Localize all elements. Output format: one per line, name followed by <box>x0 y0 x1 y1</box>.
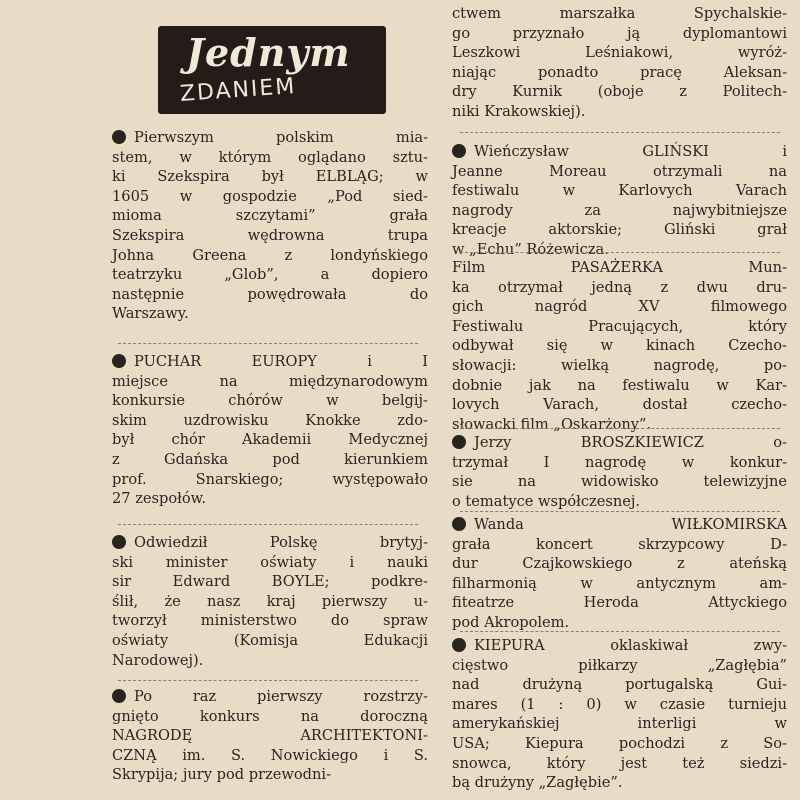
column-masthead <box>158 26 386 114</box>
divider <box>460 631 780 632</box>
divider <box>460 511 780 512</box>
item-text-line: ki Szekspira był ELBLĄG; w <box>112 168 428 186</box>
item-text-line: KIEPURA oklaskiwał zwy- <box>474 637 787 654</box>
bullet-icon <box>452 517 466 531</box>
divider <box>118 343 418 344</box>
item-text-line: pod Akropolem. <box>452 613 570 631</box>
bullet-icon <box>112 130 126 144</box>
item-text-line: niki Krakowskiej). <box>452 102 586 120</box>
item-text-line: sir Edward BOYLE; podkre- <box>112 573 428 591</box>
item-text-line: z Gdańska pod kierunkiem <box>112 450 428 468</box>
item-text-line: dry Kurnik (oboje z Politech- <box>452 83 787 101</box>
item-text-line: cięstwo piłkarzy „Zagłębia” <box>452 656 787 674</box>
news-item-puchar-europy <box>112 352 428 509</box>
item-text-line: prof. Snarskiego; występowało <box>112 470 428 488</box>
item-text-line: skim uzdrowisku Knokke zdo- <box>112 411 428 429</box>
masthead-subtitle: ZDANIEM <box>179 73 298 107</box>
masthead-title: Jednym <box>186 30 351 75</box>
item-text-line: fiteatrze Heroda Attyckiego <box>452 594 787 612</box>
news-item-broszkiewicz <box>452 433 787 511</box>
item-text-line: lovych Varach, dostał czecho- <box>452 396 787 414</box>
item-text-line: o tematyce współczesnej. <box>452 492 641 510</box>
news-item-boyle <box>112 533 428 670</box>
item-text-line: Johna Greena z londyńskiego <box>112 246 428 264</box>
divider <box>460 428 780 429</box>
item-text-line: Szekspira wędrowna trupa <box>112 226 428 244</box>
divider <box>460 252 780 253</box>
item-text-line: amerykańskiej interligi w <box>452 715 787 733</box>
item-text-line: Festiwalu Pracujących, który <box>452 317 787 335</box>
item-text-line: festiwalu w Karlovych Varach <box>452 182 787 200</box>
item-text-line: bą drużyny „Zagłębie”. <box>452 774 623 792</box>
item-text-line: Wanda WIŁKOMIRSKA <box>474 516 787 533</box>
item-text-line: ctwem marszałka Spychalskie- <box>452 5 787 22</box>
item-text-line: słowacki film „Oskarżony”. <box>452 415 652 433</box>
bullet-icon <box>452 144 466 158</box>
item-text-line: Leszkowi Leśniakowi, wyróż- <box>452 44 787 62</box>
item-text-line: oświaty (Komisja Edukacji <box>112 631 428 649</box>
divider <box>118 680 418 681</box>
item-text-line: CZNĄ im. S. Nowickiego i S. <box>112 746 428 764</box>
item-text-line: był chór Akademii Medycznej <box>112 431 428 449</box>
news-item-nagroda-architektoniczna <box>112 687 428 785</box>
item-text-line: teatrzyku „Glob”, a dopiero <box>112 266 428 284</box>
item-text-line: 1605 w gospodzie „Pod sied- <box>112 187 428 205</box>
news-item-pasazerka <box>452 258 787 434</box>
item-text-line: USA; Kiepura pochodzi z So- <box>452 734 787 752</box>
item-text-line: PUCHAR EUROPY i I <box>134 353 428 370</box>
bullet-icon <box>112 535 126 549</box>
item-text-line: gnięto konkurs na doroczną <box>112 707 428 725</box>
item-text-line: go przyznało ją dyplomantowi <box>452 24 787 42</box>
item-text-line: ka otrzymał jedną z dwu dru- <box>452 278 787 296</box>
item-text-line: snowca, który jest też siedzi- <box>452 754 787 772</box>
item-text-line: dobnie jak na festiwalu w Kar- <box>452 376 787 394</box>
item-text-line: Jeanne Moreau otrzymali na <box>452 162 787 180</box>
item-text-line: Pierwszym polskim mia- <box>134 129 428 146</box>
item-text-line: nagrody za najwybitniejsze <box>452 201 787 219</box>
item-text-line: Jerzy BROSZKIEWICZ o- <box>474 434 787 451</box>
bullet-icon <box>452 435 466 449</box>
divider <box>460 132 780 133</box>
news-item-nagroda-continued <box>452 4 787 122</box>
bullet-icon <box>112 689 126 703</box>
item-text-line: sie na widowisko telewizyjne <box>452 473 787 491</box>
item-text-line: Warszawy. <box>112 305 189 323</box>
item-text-line: ślił, że nasz kraj pierwszy u- <box>112 592 428 610</box>
item-text-line: dur Czajkowskiego z ateńską <box>452 555 787 573</box>
item-text-line: mares (1 : 0) w czasie turnieju <box>452 695 787 713</box>
news-item-wilkomirska <box>452 515 787 633</box>
item-text-line: 27 zespołów. <box>112 490 207 508</box>
bullet-icon <box>452 638 466 652</box>
news-item-glinski <box>452 142 787 260</box>
item-text-line: Po raz pierwszy rozstrzy- <box>134 688 428 705</box>
item-text-line: ski minister oświaty i nauki <box>112 553 428 571</box>
item-text-line: miejsce na międzynarodowym <box>112 372 428 390</box>
item-text-line: następnie powędrowała do <box>112 285 428 303</box>
item-text-line: grała koncert skrzypcowy D- <box>452 535 787 553</box>
news-item-elblag <box>112 128 428 324</box>
item-text-line: niając ponadto pracę Aleksan- <box>452 63 787 81</box>
item-text-line: tworzył ministerstwo do spraw <box>112 612 428 630</box>
item-text-line: słowacji: wielką nagrodę, po- <box>452 356 787 374</box>
item-text-line: w „Echu” Różewicza. <box>452 240 609 258</box>
item-text-line: stem, w którym oglądano sztu- <box>112 148 428 166</box>
item-text-line: odbywał się w kinach Czecho- <box>452 337 787 355</box>
item-text-line: Skrypija; jury pod przewodni- <box>112 766 332 784</box>
divider <box>118 524 418 525</box>
item-text-line: nad drużyną portugalską Gui- <box>452 676 787 694</box>
item-text-line: kreacje aktorskie; Gliński grał <box>452 221 787 239</box>
item-text-line: konkursie chórów w belgij- <box>112 392 428 410</box>
item-text-line: filharmonią w antycznym am- <box>452 574 787 592</box>
item-text-line: trzymał I nagrodę w konkur- <box>452 453 787 471</box>
item-text-line: gich nagród XV filmowego <box>452 298 787 316</box>
item-text-line: Wieńczysław GLIŃSKI i <box>474 143 787 160</box>
item-text-line: Film PASAŻERKA Mun- <box>452 259 787 276</box>
bullet-icon <box>112 354 126 368</box>
item-text-line: Narodowej). <box>112 651 204 669</box>
item-text-line: Odwiedził Polskę brytyj- <box>134 534 428 551</box>
item-text-line: mioma szczytami” grała <box>112 207 428 225</box>
item-text-line: NAGRODĘ ARCHITEKTONI- <box>112 727 428 745</box>
news-item-kiepura <box>452 636 787 793</box>
